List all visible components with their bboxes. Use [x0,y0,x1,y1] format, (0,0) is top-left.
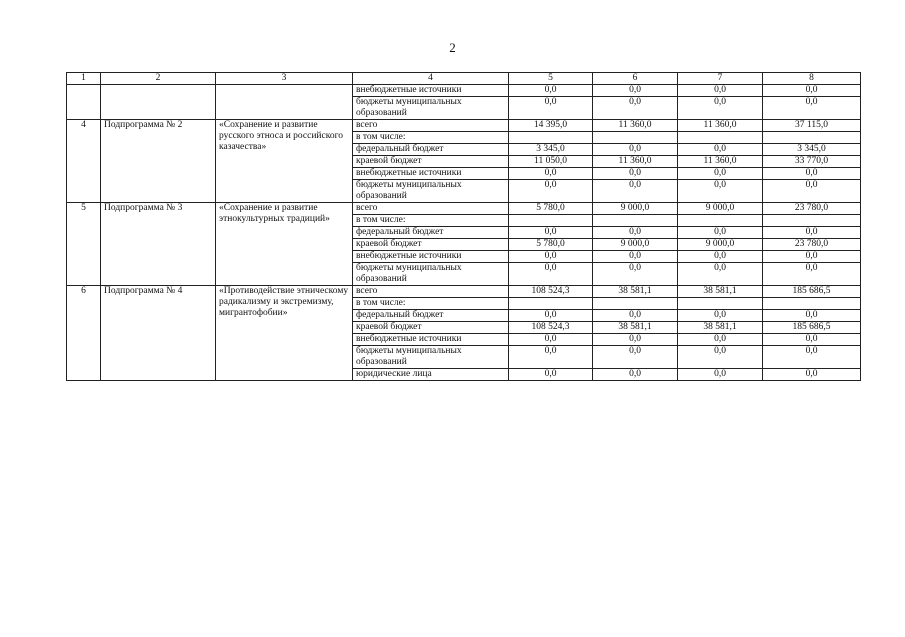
value-cell-v8: 0,0 [763,97,861,120]
funding-source: юридические лица [353,369,509,381]
value-cell-v8: 0,0 [763,369,861,381]
value-cell-v5: 108 524,3 [509,286,593,298]
value-cell-v5: 0,0 [509,97,593,120]
value-cell-v7: 9 000,0 [678,203,763,215]
value-cell-v8: 0,0 [763,263,861,286]
value-cell-v5: 0,0 [509,263,593,286]
funding-source: в том числе: [353,215,509,227]
subprogram-name: Подпрограмма № 2 [101,120,216,203]
value-cell-v5: 5 780,0 [509,203,593,215]
funding-source: внебюджетные источники [353,251,509,263]
funding-source: бюджеты муниципальных образований [353,263,509,286]
column-header: 6 [593,73,678,85]
value-cell-v7: 11 360,0 [678,156,763,168]
table-row [67,120,861,132]
value-cell-v8: 185 686,5 [763,286,861,298]
subprogram-name: Подпрограмма № 4 [101,286,216,381]
value-cell-v5: 0,0 [509,369,593,381]
value-cell-v8: 23 780,0 [763,203,861,215]
value-cell-v6: 38 581,1 [593,286,678,298]
value-cell-v5: 0,0 [509,310,593,322]
funding-source: внебюджетные источники [353,168,509,180]
value-cell-v8: 0,0 [763,168,861,180]
funding-source: в том числе: [353,132,509,144]
value-cell-v8: 3 345,0 [763,144,861,156]
value-cell-v5: 108 524,3 [509,322,593,334]
column-header: 7 [678,73,763,85]
value-cell-v6: 9 000,0 [593,239,678,251]
value-cell-v5: 0,0 [509,227,593,239]
value-cell-v7: 11 360,0 [678,120,763,132]
carry-title-cell [216,85,353,120]
value-cell-v8: 0,0 [763,310,861,322]
value-cell-v8: 0,0 [763,180,861,203]
carry-num-cell [67,85,101,120]
value-cell-v7 [678,298,763,310]
value-cell-v5: 0,0 [509,168,593,180]
subprogram-title: «Сохранение и развитие этнокультурных традиций» [216,203,353,286]
value-cell-v5: 0,0 [509,334,593,346]
value-cell-v7: 0,0 [678,227,763,239]
value-cell-v7: 0,0 [678,334,763,346]
value-cell-v7: 0,0 [678,310,763,322]
value-cell-v6: 9 000,0 [593,203,678,215]
row-number: 6 [67,286,101,381]
value-cell-v5: 0,0 [509,251,593,263]
row-number: 5 [67,203,101,286]
value-cell-v5 [509,215,593,227]
column-header: 3 [216,73,353,85]
funding-source: бюджеты муниципальных образований [353,180,509,203]
value-cell-v6: 38 581,1 [593,322,678,334]
value-cell-v6: 11 360,0 [593,120,678,132]
value-cell-v8 [763,215,861,227]
column-header: 8 [763,73,861,85]
value-cell-v6: 0,0 [593,310,678,322]
header-row [67,73,861,85]
value-cell-v5: 3 345,0 [509,144,593,156]
value-cell-v8: 0,0 [763,85,861,97]
subprogram-name: Подпрограмма № 3 [101,203,216,286]
value-cell-v8: 185 686,5 [763,322,861,334]
subprogram-title: «Сохранение и развитие русского этноса и российского казачества» [216,120,353,203]
value-cell-v7: 0,0 [678,263,763,286]
value-cell-v5: 14 395,0 [509,120,593,132]
value-cell-v6: 0,0 [593,144,678,156]
funding-source: внебюджетные источники [353,334,509,346]
value-cell-v8: 33 770,0 [763,156,861,168]
value-cell-v7 [678,132,763,144]
funding-source: краевой бюджет [353,239,509,251]
value-cell-v6: 0,0 [593,180,678,203]
value-cell-v6: 11 360,0 [593,156,678,168]
value-cell-v7: 0,0 [678,251,763,263]
value-cell-v7: 0,0 [678,97,763,120]
value-cell-v5: 0,0 [509,85,593,97]
budget-table [66,72,861,381]
value-cell-v7 [678,215,763,227]
page-number: 2 [449,40,456,55]
subprogram-title: «Противодействие этническому радикализму и экстремизму, мигрантофобии» [216,286,353,381]
value-cell-v7: 38 581,1 [678,286,763,298]
value-cell-v5 [509,132,593,144]
value-cell-v6: 0,0 [593,97,678,120]
value-cell-v8: 0,0 [763,227,861,239]
funding-source: федеральный бюджет [353,227,509,239]
value-cell-v6: 0,0 [593,346,678,369]
value-cell-v6: 0,0 [593,227,678,239]
value-cell-v6: 0,0 [593,168,678,180]
value-cell-v8: 0,0 [763,346,861,369]
value-cell-v6: 0,0 [593,334,678,346]
value-cell-v6: 0,0 [593,85,678,97]
value-cell-v6 [593,132,678,144]
value-cell-v7: 0,0 [678,85,763,97]
funding-source: всего [353,286,509,298]
funding-source: внебюджетные источники [353,85,509,97]
value-cell-v7: 0,0 [678,180,763,203]
value-cell-v7: 9 000,0 [678,239,763,251]
value-cell-v5: 0,0 [509,346,593,369]
value-cell-v8: 23 780,0 [763,239,861,251]
value-cell-v6: 0,0 [593,263,678,286]
funding-source: всего [353,120,509,132]
value-cell-v6: 0,0 [593,251,678,263]
table-row [67,203,861,215]
column-header: 2 [101,73,216,85]
value-cell-v6: 0,0 [593,369,678,381]
column-header: 1 [67,73,101,85]
value-cell-v5 [509,298,593,310]
row-number: 4 [67,120,101,203]
column-header: 5 [509,73,593,85]
column-header: 4 [353,73,509,85]
funding-source: краевой бюджет [353,156,509,168]
carry-name-cell [101,85,216,120]
value-cell-v6 [593,215,678,227]
value-cell-v8 [763,132,861,144]
value-cell-v7: 0,0 [678,346,763,369]
value-cell-v7: 0,0 [678,369,763,381]
table-row [67,85,861,97]
funding-source: краевой бюджет [353,322,509,334]
value-cell-v8: 37 115,0 [763,120,861,132]
table-row [67,286,861,298]
funding-source: всего [353,203,509,215]
value-cell-v8: 0,0 [763,334,861,346]
value-cell-v5: 11 050,0 [509,156,593,168]
funding-source: бюджеты муниципальных образований [353,97,509,120]
value-cell-v7: 0,0 [678,144,763,156]
value-cell-v6 [593,298,678,310]
value-cell-v8 [763,298,861,310]
value-cell-v7: 38 581,1 [678,322,763,334]
funding-source: федеральный бюджет [353,144,509,156]
funding-source: в том числе: [353,298,509,310]
value-cell-v8: 0,0 [763,251,861,263]
funding-source: федеральный бюджет [353,310,509,322]
value-cell-v5: 5 780,0 [509,239,593,251]
value-cell-v5: 0,0 [509,180,593,203]
funding-source: бюджеты муниципальных образований [353,346,509,369]
value-cell-v7: 0,0 [678,168,763,180]
